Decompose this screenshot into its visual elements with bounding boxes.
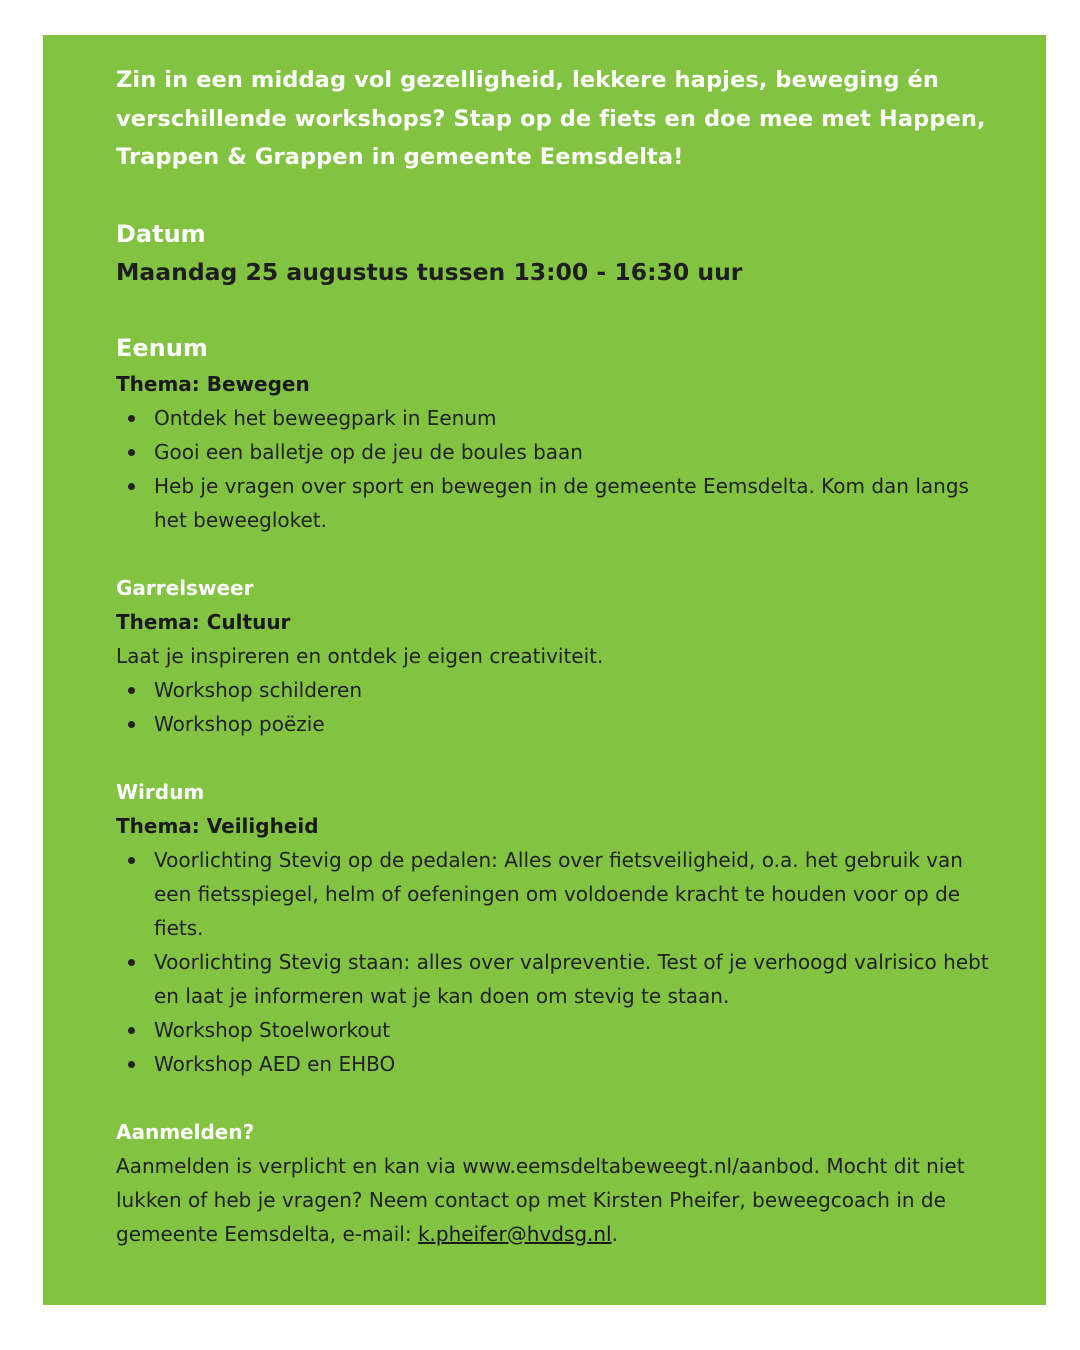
list-item-text: Voorlichting Stevig op de pedalen: Alles over fietsveiligheid, o.a. het gebruik van een fietsspiegel, helm of oefeningen om voldoende kracht te houden voor op de fiets. <box>154 847 963 940</box>
location-name: Garrelsweer <box>116 575 254 600</box>
aanmelden-trailing: . <box>611 1221 618 1246</box>
card-content <box>116 61 996 1251</box>
list-item <box>154 435 996 469</box>
bullet-icon <box>128 687 135 694</box>
activity-list <box>116 401 996 537</box>
list-item <box>154 707 996 741</box>
list-item-text: Workshop poëzie <box>154 711 325 736</box>
location-name: Wirdum <box>116 779 205 804</box>
intro-text: Zin in een middag vol gezelligheid, lekkere hapjes, beweging én verschillende workshops? Stap op de fiets en doe mee met Happen, Trappen & Grappen in gemeente Eemsdelta! <box>116 67 986 170</box>
location-thema: Thema: Veiligheid <box>116 813 319 838</box>
aanmelden-heading: Aanmelden? <box>116 1119 255 1144</box>
bullet-icon <box>128 1027 135 1034</box>
activity-list <box>116 843 996 1081</box>
location-thema: Thema: Cultuur <box>116 609 291 634</box>
location-name: Eenum <box>116 333 208 362</box>
list-item <box>154 401 996 435</box>
list-item-text: Gooi een balletje op de jeu de boules baan <box>154 439 583 464</box>
aanmelden-body: Aanmelden is verplicht en kan via www.eemsdeltabeweegt.nl/aanbod. Mocht dit niet lukken of heb je vragen? Neem contact op met Kirsten Pheifer, beweegcoach in de gemeente Eemsdelta, e-mail: <box>116 1153 965 1246</box>
list-item-text: Workshop schilderen <box>154 677 362 702</box>
list-item <box>154 1013 996 1047</box>
list-item <box>154 945 996 1013</box>
list-item-text: Workshop Stoelworkout <box>154 1017 391 1042</box>
list-item <box>154 469 996 537</box>
email-link[interactable]: k.pheifer@hvdsg.nl <box>417 1221 612 1246</box>
bullet-icon <box>128 721 135 728</box>
aanmelden-text <box>116 1149 996 1251</box>
location-wirdum <box>116 775 996 1081</box>
list-item-text: Workshop AED en EHBO <box>154 1051 396 1076</box>
list-item-text: Ontdek het beweegpark in Eenum <box>154 405 497 430</box>
location-thema: Thema: Bewegen <box>116 371 310 396</box>
bullet-icon <box>128 959 135 966</box>
datum-value: Maandag 25 augustus tussen 13:00 - 16:30 uur <box>116 257 743 286</box>
bullet-icon <box>128 857 135 864</box>
list-item <box>154 1047 996 1081</box>
aanmelden-section <box>116 1115 996 1251</box>
bullet-icon <box>128 1061 135 1068</box>
bullet-icon <box>128 483 135 490</box>
activity-list <box>116 673 996 741</box>
list-item-text: Heb je vragen over sport en bewegen in de gemeente Eemsdelta. Kom dan langs het beweegloket. <box>154 473 969 532</box>
location-garrelsweer <box>116 571 996 741</box>
location-description: Laat je inspireren en ontdek je eigen creativiteit. <box>116 643 604 668</box>
list-item <box>154 673 996 707</box>
bullet-icon <box>128 449 135 456</box>
datum-heading: Datum <box>116 219 206 248</box>
bullet-icon <box>128 415 135 422</box>
list-item <box>154 843 996 945</box>
list-item-text: Voorlichting Stevig staan: alles over valpreventie. Test of je verhoogd valrisico hebt en laat je informeren wat je kan doen om stevig te staan. <box>154 949 989 1008</box>
location-eenum <box>116 329 996 537</box>
info-card <box>43 35 1046 1305</box>
